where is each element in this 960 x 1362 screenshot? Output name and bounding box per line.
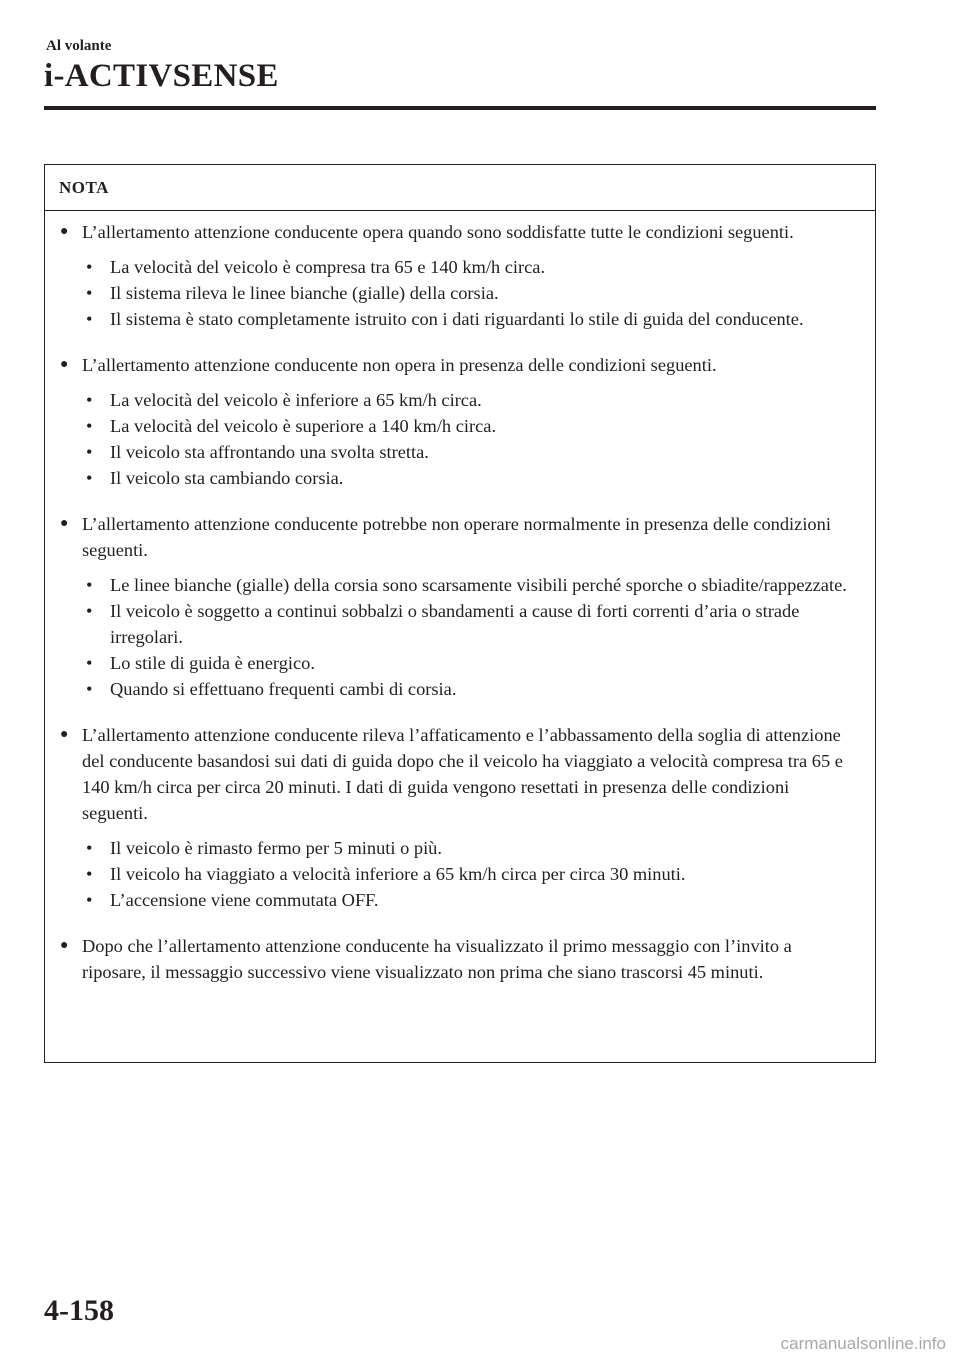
sub-list (82, 387, 857, 491)
sub-bullet-icon: • (86, 838, 93, 858)
sub-bullet-icon: • (86, 601, 93, 621)
sub-item-text: Lo stile di guida è energico. (110, 653, 315, 673)
sub-bullet-icon: • (86, 864, 93, 884)
chapter-title: i-ACTIVSENSE (44, 58, 279, 94)
sub-bullet-icon: • (86, 309, 93, 329)
note-item-text: L’allertamento attenzione conducente non opera in presenza delle condizioni seguenti. (82, 355, 717, 375)
note-item (59, 933, 857, 985)
sub-item-text: La velocità del veicolo è superiore a 140 km/h circa. (110, 416, 497, 436)
sub-list (82, 835, 857, 913)
sub-list-item (82, 465, 857, 491)
sub-bullet-icon: • (86, 575, 93, 595)
sub-list-item (82, 650, 857, 676)
note-item-text: L’allertamento attenzione conducente opera quando sono soddisfatte tutte le condizioni seguenti. (82, 222, 794, 242)
sub-list-item (82, 413, 857, 439)
sub-list (82, 572, 857, 702)
sub-bullet-icon: • (86, 283, 93, 303)
sub-bullet-icon: • (86, 416, 93, 436)
sub-list-item (82, 676, 857, 702)
note-heading: NOTA (45, 165, 875, 211)
sub-list-item (82, 861, 857, 887)
sub-item-text: Il sistema è stato completamente istruito con i dati riguardanti lo stile di guida del conducente. (110, 309, 804, 329)
note-item-content (82, 722, 857, 927)
sub-item-text: Il sistema rileva le linee bianche (gialle) della corsia. (110, 283, 499, 303)
sub-item-text: Il veicolo è soggetto a continui sobbalzi o sbandamenti a cause di forti correnti d’aria o strade irregolari. (110, 601, 800, 647)
note-item-content (82, 511, 857, 716)
section-label: Al volante (46, 38, 112, 54)
sub-bullet-icon: • (86, 468, 93, 488)
bullet-icon: ● (60, 727, 69, 742)
sub-list-item (82, 835, 857, 861)
sub-item-text: La velocità del veicolo è compresa tra 65 e 140 km/h circa. (110, 257, 546, 277)
sub-item-text: Il veicolo ha viaggiato a velocità inferiore a 65 km/h circa per circa 30 minuti. (110, 864, 686, 884)
note-item (59, 219, 857, 346)
sub-item-text: L’accensione viene commutata OFF. (110, 890, 379, 910)
sub-bullet-icon: • (86, 679, 93, 699)
bullet-icon: ● (60, 938, 69, 953)
sub-bullet-icon: • (86, 890, 93, 910)
sub-item-text: Le linee bianche (gialle) della corsia sono scarsamente visibili perché sporche o sbiadite/rappezzate. (110, 575, 847, 595)
note-item-content (82, 219, 857, 346)
sub-item-text: Il veicolo è rimasto fermo per 5 minuti o più. (110, 838, 442, 858)
sub-list (82, 254, 857, 332)
note-item-content (82, 933, 857, 985)
sub-bullet-icon: • (86, 390, 93, 410)
page-number: 4-158 (44, 1294, 114, 1327)
bullet-icon: ● (60, 357, 69, 372)
header-rule (44, 106, 876, 110)
note-box (44, 164, 876, 1063)
sub-list-item (82, 439, 857, 465)
note-item (59, 722, 857, 927)
sub-item-text: La velocità del veicolo è inferiore a 65 km/h circa. (110, 390, 482, 410)
watermark: carmanualsonline.info (780, 1334, 946, 1353)
note-item-text: L’allertamento attenzione conducente potrebbe non operare normalmente in presenza delle condizioni seguenti. (82, 514, 831, 560)
sub-list-item (82, 572, 857, 598)
sub-list-item (82, 598, 857, 650)
note-item-text: Dopo che l’allertamento attenzione conducente ha visualizzato il primo messaggio con l’invito a riposare, il messaggio successivo viene visualizzato non prima che siano trascorsi 45 minuti. (82, 936, 792, 982)
sub-item-text: Il veicolo sta affrontando una svolta stretta. (110, 442, 429, 462)
sub-list-item (82, 280, 857, 306)
note-item-content (82, 352, 857, 505)
sub-list-item (82, 254, 857, 280)
sub-bullet-icon: • (86, 442, 93, 462)
sub-bullet-icon: • (86, 653, 93, 673)
sub-list-item (82, 387, 857, 413)
sub-item-text: Quando si effettuano frequenti cambi di corsia. (110, 679, 457, 699)
note-item-text: L’allertamento attenzione conducente rileva l’affaticamento e l’abbassamento della soglia di attenzione del conducente basandosi sui dati di guida dopo che il veicolo ha viaggiato a velocità compresa tra 65 e 140 km/h circa per circa 20 minuti. I dati di guida vengono resettati in presenza delle condizioni seguenti. (82, 725, 843, 823)
note-body (45, 211, 875, 985)
sub-item-text: Il veicolo sta cambiando corsia. (110, 468, 344, 488)
sub-list-item (82, 306, 857, 332)
bullet-icon: ● (60, 224, 69, 239)
note-item (59, 352, 857, 505)
sub-list-item (82, 887, 857, 913)
sub-bullet-icon: • (86, 257, 93, 277)
bullet-icon: ● (60, 516, 69, 531)
note-item (59, 511, 857, 716)
